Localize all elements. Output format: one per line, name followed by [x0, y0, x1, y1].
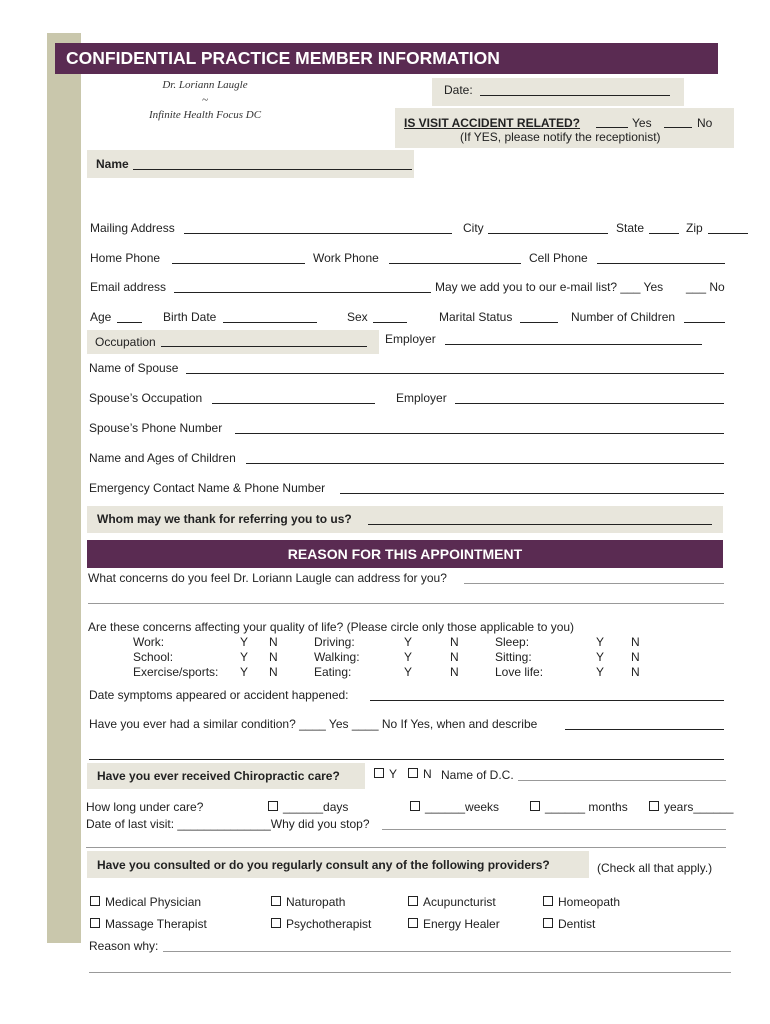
chiro-question: Have you ever received Chiropractic care?	[97, 769, 340, 783]
accident-no-label: No	[697, 116, 713, 130]
spouse-employer-label: Employer	[396, 391, 447, 405]
driving-n[interactable]: N	[450, 635, 459, 649]
checkbox-icon[interactable]	[543, 896, 553, 906]
school-label: School:	[133, 650, 174, 664]
spouse-occupation-field[interactable]	[212, 403, 375, 404]
days-option[interactable]	[268, 800, 348, 814]
doctor-separator: ~	[202, 94, 208, 106]
work-y[interactable]: Y	[240, 635, 249, 649]
email-label: Email address	[90, 280, 167, 294]
accident-note: (If YES, please notify the receptionist)	[460, 130, 661, 144]
provider-massage-therapist[interactable]	[90, 917, 207, 931]
sitting-n[interactable]: N	[631, 650, 640, 664]
provider-label: Dentist	[558, 917, 596, 931]
checkbox-icon[interactable]	[543, 918, 553, 928]
occupation-field[interactable]	[161, 346, 367, 347]
age-label: Age	[90, 310, 112, 324]
reason-why-field[interactable]	[163, 951, 731, 952]
school-y[interactable]: Y	[240, 650, 249, 664]
practice-name: Infinite Health Focus DC	[148, 109, 262, 121]
checkbox-icon[interactable]	[271, 918, 281, 928]
checkbox-icon[interactable]	[530, 801, 540, 811]
similar-condition-field[interactable]	[565, 729, 724, 730]
state-field[interactable]	[649, 233, 679, 234]
checkbox-icon[interactable]	[408, 918, 418, 928]
children-names-label: Name and Ages of Children	[89, 451, 236, 465]
reason-why-label: Reason why:	[89, 939, 159, 953]
city-field[interactable]	[488, 233, 608, 234]
email-field[interactable]	[174, 292, 431, 293]
spouse-name-field[interactable]	[186, 373, 724, 374]
chiro-yes-option[interactable]	[374, 767, 397, 781]
form-title: CONFIDENTIAL PRACTICE MEMBER INFORMATION	[55, 43, 718, 74]
zip-label: Zip	[686, 221, 703, 235]
chiro-no-label: N	[423, 767, 432, 781]
sex-field[interactable]	[373, 322, 407, 323]
provider-psychotherapist[interactable]	[271, 917, 371, 931]
provider-dentist[interactable]	[543, 917, 595, 931]
work-phone-label: Work Phone	[313, 251, 379, 265]
checkbox-icon[interactable]	[268, 801, 278, 811]
exercise-label: Exercise/sports:	[133, 665, 219, 679]
work-label: Work:	[133, 635, 165, 649]
city-label: City	[463, 221, 484, 235]
marital-status-label: Marital Status	[439, 310, 513, 324]
provider-energy-healer[interactable]	[408, 917, 500, 931]
sitting-label: Sitting:	[495, 650, 532, 664]
birth-date-field[interactable]	[223, 322, 317, 323]
left-decorative-band	[47, 33, 81, 943]
school-n[interactable]: N	[269, 650, 278, 664]
provider-label: Naturopath	[286, 895, 346, 909]
years-label: years______	[664, 800, 734, 814]
checkbox-icon[interactable]	[271, 896, 281, 906]
emergency-contact-field[interactable]	[340, 493, 724, 494]
provider-label: Energy Healer	[423, 917, 500, 931]
love-life-label: Love life:	[495, 665, 544, 679]
quality-question: Are these concerns affecting your quality of life? (Please circle only those applicable to you)	[88, 620, 575, 634]
home-phone-label: Home Phone	[90, 251, 161, 265]
spouse-employer-field[interactable]	[455, 403, 724, 404]
exercise-y[interactable]: Y	[240, 665, 249, 679]
children-count-field[interactable]	[684, 322, 725, 323]
home-phone-field[interactable]	[172, 263, 305, 264]
days-label: ______days	[283, 800, 349, 814]
accident-yes-field[interactable]	[596, 127, 628, 128]
provider-label: Homeopath	[558, 895, 621, 909]
checkbox-icon[interactable]	[410, 801, 420, 811]
provider-label: Psychotherapist	[286, 917, 372, 931]
symptoms-field[interactable]	[370, 700, 724, 701]
cell-phone-label: Cell Phone	[529, 251, 588, 265]
checkbox-icon[interactable]	[90, 896, 100, 906]
accident-question: IS VISIT ACCIDENT RELATED?	[404, 116, 581, 130]
reason-section-title: REASON FOR THIS APPOINTMENT	[87, 540, 723, 568]
name-field[interactable]	[133, 169, 412, 170]
state-label: State	[616, 221, 645, 235]
months-option[interactable]	[530, 800, 628, 814]
similar-condition-field-line-2[interactable]	[89, 759, 724, 760]
sleep-y[interactable]: Y	[596, 635, 605, 649]
zip-field[interactable]	[708, 233, 748, 234]
exercise-n[interactable]: N	[269, 665, 278, 679]
check-all-note: (Check all that apply.)	[597, 861, 713, 875]
weeks-label: ______weeks	[425, 800, 500, 814]
occupation-label: Occupation	[95, 335, 156, 349]
stop-reason-field-line-2[interactable]	[86, 847, 726, 848]
dc-name-field[interactable]	[518, 780, 726, 781]
provider-naturopath[interactable]	[271, 895, 345, 909]
last-visit-label: Date of last visit: ______________Why did you stop?	[86, 817, 370, 831]
walking-label: Walking:	[314, 650, 360, 664]
mailing-address-label: Mailing Address	[90, 221, 175, 235]
walking-y[interactable]: Y	[404, 650, 413, 664]
weeks-option[interactable]	[410, 800, 499, 814]
date-field[interactable]	[480, 95, 670, 96]
provider-label: Massage Therapist	[105, 917, 207, 931]
employer-field[interactable]	[445, 344, 702, 345]
birth-date-label: Birth Date	[163, 310, 217, 324]
name-box	[87, 150, 414, 178]
stop-reason-field[interactable]	[382, 829, 726, 830]
spouse-name-label: Name of Spouse	[89, 361, 179, 375]
emergency-contact-label: Emergency Contact Name & Phone Number	[89, 481, 326, 495]
email-list-no: ___ No	[686, 280, 725, 294]
children-names-field[interactable]	[246, 463, 724, 464]
referral-field[interactable]	[368, 524, 712, 525]
similar-condition-question: Have you ever had a similar condition? ____ Yes ____ No If Yes, when and describe	[89, 717, 538, 731]
concerns-field[interactable]	[464, 583, 724, 584]
provider-label: Acupuncturist	[423, 895, 496, 909]
checkbox-icon[interactable]	[649, 801, 659, 811]
work-n[interactable]: N	[269, 635, 278, 649]
employer-label: Employer	[385, 332, 436, 346]
sleep-n[interactable]: N	[631, 635, 640, 649]
walking-n[interactable]: N	[450, 650, 459, 664]
mailing-address-field[interactable]	[184, 233, 452, 234]
doctor-name: Dr. Loriann Laugle	[162, 79, 248, 91]
children-count-label: Number of Children	[571, 310, 676, 324]
concerns-question: What concerns do you feel Dr. Loriann Laugle can address for you?	[88, 571, 447, 585]
love-life-y[interactable]: Y	[596, 665, 605, 679]
spouse-occupation-label: Spouse’s Occupation	[89, 391, 203, 405]
eating-label: Eating:	[314, 665, 352, 679]
driving-y[interactable]: Y	[404, 635, 413, 649]
date-label: Date:	[444, 83, 473, 97]
eating-y[interactable]: Y	[404, 665, 413, 679]
cell-phone-field[interactable]	[597, 263, 725, 264]
accident-no-field[interactable]	[664, 127, 692, 128]
symptoms-label: Date symptoms appeared or accident happened:	[89, 688, 349, 702]
chiro-yes-label: Y	[389, 767, 398, 781]
concerns-field-line-2[interactable]	[88, 603, 724, 604]
spouse-phone-label: Spouse’s Phone Number	[89, 421, 223, 435]
eating-n[interactable]: N	[450, 665, 459, 679]
email-list-question: May we add you to our e-mail list? ___ Yes	[435, 280, 664, 294]
accident-yes-label: Yes	[632, 116, 652, 130]
years-option[interactable]	[649, 800, 733, 814]
sex-label: Sex	[347, 310, 368, 324]
doctor-block	[115, 78, 295, 123]
referral-label: Whom may we thank for referring you to us?	[97, 512, 352, 526]
provider-label: Medical Physician	[105, 895, 202, 909]
months-label: ______ months	[545, 800, 628, 814]
provider-acupuncturist[interactable]	[408, 895, 496, 909]
work-phone-field[interactable]	[389, 263, 521, 264]
chiro-no-option[interactable]	[408, 767, 432, 781]
checkbox-icon[interactable]	[408, 768, 418, 778]
providers-question: Have you consulted or do you regularly consult any of the following providers?	[97, 858, 550, 872]
dc-name-label: Name of D.C.	[441, 768, 514, 782]
marital-status-field[interactable]	[520, 322, 558, 323]
driving-label: Driving:	[314, 635, 355, 649]
provider-homeopath[interactable]	[543, 895, 620, 909]
reason-why-field-line-2[interactable]	[89, 972, 731, 973]
sleep-label: Sleep:	[495, 635, 530, 649]
checkbox-icon[interactable]	[90, 918, 100, 928]
how-long-label: How long under care?	[86, 800, 204, 814]
love-life-n[interactable]: N	[631, 665, 640, 679]
name-label: Name	[96, 157, 129, 171]
spouse-phone-field[interactable]	[235, 433, 724, 434]
checkbox-icon[interactable]	[408, 896, 418, 906]
age-field[interactable]	[117, 322, 142, 323]
checkbox-icon[interactable]	[374, 768, 384, 778]
sitting-y[interactable]: Y	[596, 650, 605, 664]
provider-medical-physician[interactable]	[90, 895, 201, 909]
